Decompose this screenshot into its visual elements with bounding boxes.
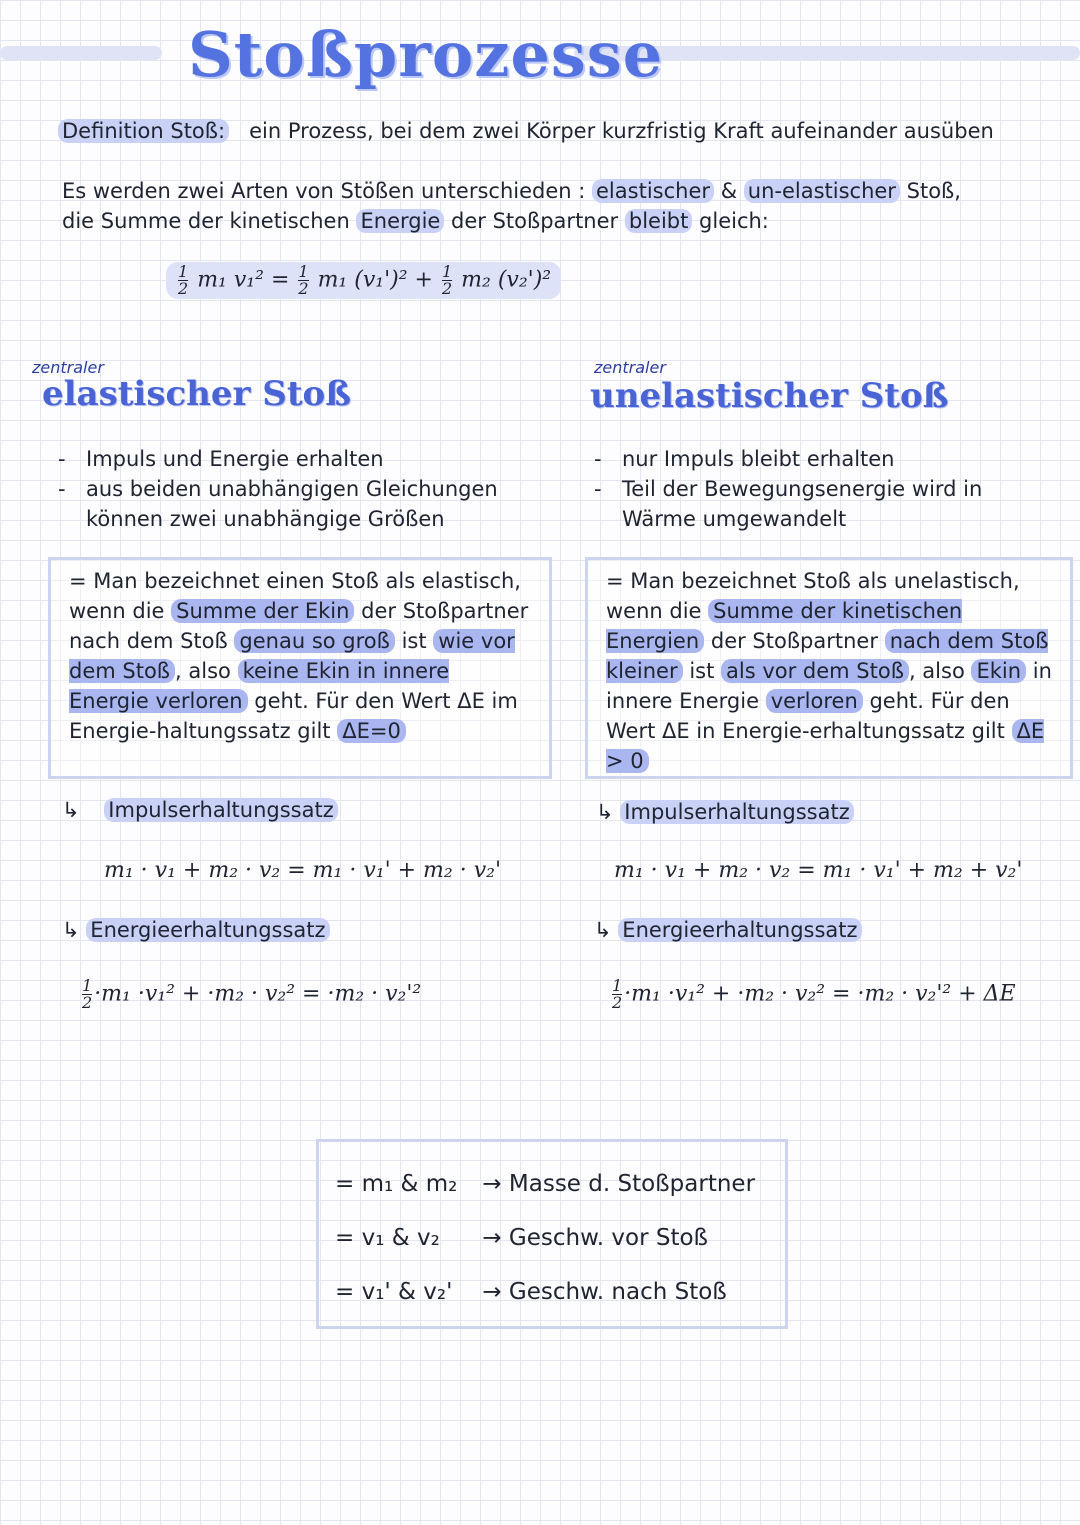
box-highlight: verloren xyxy=(766,689,863,713)
list-item: - aus beiden unabhängigen Gleichungen können zwei unabhängige Größen xyxy=(58,474,528,534)
right-impulse-formula: m₁ · v₁ + m₂ · v₂ = m₁ · v₁' + m₂ + v₂' xyxy=(614,858,1023,883)
legend-symbol: = v₁' & v₂' xyxy=(335,1279,453,1305)
box-text: , also xyxy=(908,659,965,683)
fraction-half xyxy=(298,264,308,297)
box-text: = Man bezeichnet Stoß als unelastisch, wenn die xyxy=(606,569,1020,623)
left-small-label: zentraler xyxy=(32,358,104,377)
energy-label: Energieerhaltungssatz xyxy=(618,918,861,942)
legend-desc: Geschw. nach Stoß xyxy=(508,1279,727,1305)
frac-num: 1 xyxy=(82,976,93,995)
intro-line-1 xyxy=(62,176,1072,206)
box-highlight: Summe der Ekin xyxy=(171,599,354,623)
right-heading: unelastischer Stoß xyxy=(590,376,949,416)
arrow-icon: → xyxy=(482,1279,502,1305)
intro-text: gleich: xyxy=(699,209,769,233)
impulse-label: Impulserhaltungssatz xyxy=(104,798,337,822)
box-highlight: Ekin xyxy=(971,659,1026,683)
legend-row xyxy=(335,1262,769,1322)
intro-text: der Stoßpartner xyxy=(451,209,619,233)
right-impulse-row xyxy=(596,800,854,824)
left-heading: elastischer Stoß xyxy=(42,374,352,414)
box-text: = Man bezeichnet einen Stoß als elastisch, wenn die xyxy=(69,569,521,623)
box-text: ist xyxy=(689,659,715,683)
energy-label: Energieerhaltungssatz xyxy=(86,918,329,942)
fraction-half xyxy=(612,978,622,1011)
title-bar-left xyxy=(0,46,162,60)
intro-text: Es werden zwei Arten von Stößen unterschieden : xyxy=(62,179,586,203)
box-highlight: nach dem Stoß kleiner xyxy=(606,629,1049,683)
impulse-label: Impulserhaltungssatz xyxy=(620,800,853,824)
left-impulse-formula: m₁ · v₁ + m₂ · v₂ = m₁ · v₁' + m₂ · v₂' xyxy=(104,858,501,883)
formula-term: ·m₁ ·v₁² + ·m₂ · v₂² = ·m₂ · v₂'² + ΔE xyxy=(624,981,1016,1007)
left-energy-formula xyxy=(80,978,421,1011)
frac-num: 1 xyxy=(612,976,623,995)
definition-label: Definition Stoß: xyxy=(58,119,229,143)
left-definition-box xyxy=(48,557,552,779)
box-highlight: Summe der kinetischen Energien xyxy=(606,599,963,653)
arrow-icon: ↳ xyxy=(62,918,80,942)
frac-den: 2 xyxy=(298,279,309,298)
box-text: der Stoßpartner xyxy=(710,629,878,653)
frac-den: 2 xyxy=(441,279,453,298)
frac-num: 1 xyxy=(178,262,189,281)
definition-row xyxy=(58,116,1058,146)
right-energy-formula xyxy=(610,978,1016,1011)
formula-term: m₂ (v₂')² xyxy=(461,267,552,293)
box-highlight: wie vor dem Stoß xyxy=(69,629,515,683)
legend-row xyxy=(335,1154,769,1214)
formula-term: m₁ (v₁')² xyxy=(317,267,408,293)
frac-num: 1 xyxy=(298,262,309,281)
arrow-icon: → xyxy=(482,1225,502,1251)
definition-text: ein Prozess, bei dem zwei Körper kurzfristig Kraft aufeinander ausüben xyxy=(249,119,994,143)
legend-box xyxy=(316,1139,788,1329)
arrow-icon: ↳ xyxy=(594,918,612,942)
formula-eq: = xyxy=(270,267,290,293)
box-highlight: keine Ekin in innere Energie verloren xyxy=(69,659,450,713)
list-item: - nur Impuls bleibt erhalten xyxy=(594,444,1034,474)
box-text: geht. Für den Wert ΔE in Energie-erhaltungssatz gilt xyxy=(606,689,1010,743)
fraction-half xyxy=(442,264,452,297)
intro-text: die Summe der kinetischen xyxy=(62,209,350,233)
left-bullets xyxy=(58,444,528,534)
intro-formula xyxy=(166,262,561,299)
frac-den: 2 xyxy=(178,279,189,298)
box-text: ist xyxy=(401,629,427,653)
list-item: - Teil der Bewegungsenergie wird in Wärme umgewandelt xyxy=(594,474,1034,534)
legend-row xyxy=(335,1208,769,1268)
right-small-label: zentraler xyxy=(594,358,666,377)
formula-term: m₁ v₁² xyxy=(197,267,264,293)
legend-desc: Masse d. Stoßpartner xyxy=(508,1171,756,1197)
right-energy-row xyxy=(594,918,862,942)
highlight-elastic: elastischer xyxy=(592,179,714,203)
list-item: - Impuls und Energie erhalten xyxy=(58,444,528,474)
frac-den: 2 xyxy=(612,993,623,1012)
box-highlight: ΔE=0 xyxy=(337,719,406,743)
left-impulse-row xyxy=(62,798,338,822)
legend-desc: Geschw. vor Stoß xyxy=(508,1225,709,1251)
highlight-bleibt: bleibt xyxy=(625,209,692,233)
fraction-half xyxy=(82,978,92,1011)
left-energy-row xyxy=(62,918,330,942)
box-highlight: genau so groß xyxy=(234,629,394,653)
box-text: geht. Für den Wert ΔE im Energie-haltungssatz gilt xyxy=(69,689,518,743)
page-title: Stoßprozesse xyxy=(188,18,664,91)
formula-term: ·m₁ ·v₁² + ·m₂ · v₂² = ·m₂ · v₂'² xyxy=(94,981,422,1007)
box-text: , also xyxy=(175,659,231,683)
intro-text: & xyxy=(720,179,738,203)
highlight-inelastic: un-elastischer xyxy=(744,179,900,203)
intro-line-2 xyxy=(62,206,1072,236)
right-definition-box xyxy=(585,557,1073,779)
formula-plus: + xyxy=(414,267,433,293)
fraction-half xyxy=(178,264,188,297)
arrow-icon: ↳ xyxy=(62,798,80,822)
highlight-energy: Energie xyxy=(356,209,444,233)
box-text: in innere Energie xyxy=(606,659,1052,713)
arrow-icon: ↳ xyxy=(596,800,614,824)
arrow-icon: → xyxy=(482,1171,502,1197)
box-highlight: als vor dem Stoß xyxy=(721,659,909,683)
frac-num: 1 xyxy=(441,262,453,281)
legend-symbol: = m₁ & m₂ xyxy=(335,1171,458,1197)
frac-den: 2 xyxy=(82,993,93,1012)
box-text: der Stoßpartner nach dem Stoß xyxy=(69,599,529,653)
right-bullets xyxy=(594,444,1034,534)
legend-symbol: = v₁ & v₂ xyxy=(335,1225,440,1251)
intro-text: Stoß, xyxy=(906,179,961,203)
box-highlight: ΔE > 0 xyxy=(606,719,1045,773)
